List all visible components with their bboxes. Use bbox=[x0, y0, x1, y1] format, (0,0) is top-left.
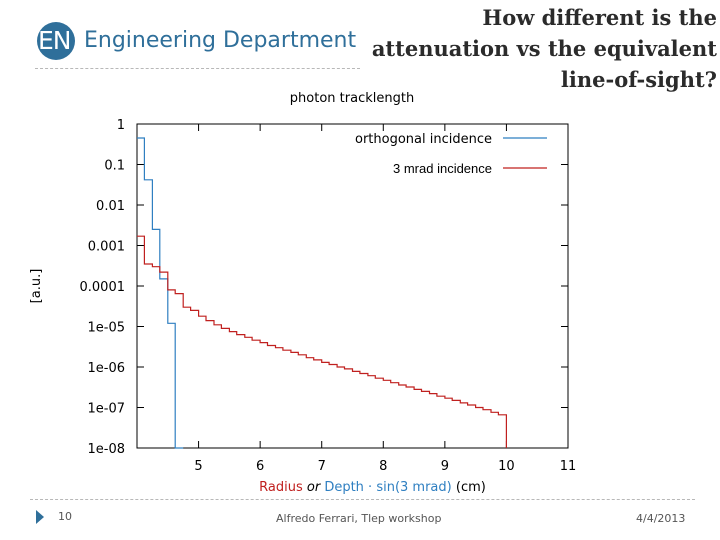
page-number: 10 bbox=[58, 510, 72, 523]
footer-divider bbox=[30, 499, 695, 500]
logo-letters: EN bbox=[38, 26, 71, 55]
x-tick-label: 9 bbox=[440, 459, 449, 474]
y-tick-label: 0.0001 bbox=[79, 280, 125, 295]
x-caption-radius: Radius bbox=[259, 480, 303, 495]
chart-area bbox=[0, 80, 720, 480]
y-tick-label: 1e-06 bbox=[87, 361, 125, 376]
header-divider bbox=[35, 68, 360, 69]
department-name: Engineering Department bbox=[84, 28, 357, 53]
y-tick-label: 0.1 bbox=[104, 158, 125, 174]
x-tick-label: 10 bbox=[498, 459, 515, 474]
legend-label-2: 3 mrad incidence bbox=[393, 161, 492, 176]
y-tick-label: 1e-07 bbox=[87, 401, 125, 417]
x-caption-unit: (cm) bbox=[455, 480, 486, 495]
y-tick-label: 1e-05 bbox=[87, 320, 125, 336]
triangle-bullet-icon bbox=[36, 510, 44, 524]
x-tick-label: 11 bbox=[559, 459, 577, 474]
slide-title-line-2: attenuation vs the equivalent bbox=[371, 36, 717, 61]
slide-title-line-1: How different is the bbox=[482, 5, 717, 30]
y-axis-label: [a.u.] bbox=[29, 268, 44, 304]
x-tick-label: 6 bbox=[256, 459, 265, 474]
y-tick-label: 1 bbox=[116, 118, 125, 133]
x-caption-or: or bbox=[306, 480, 321, 495]
plot-frame bbox=[137, 124, 568, 448]
x-axis-caption bbox=[0, 480, 720, 495]
footer-date: 4/4/2013 bbox=[636, 512, 686, 525]
chart-title: photon tracklength bbox=[289, 91, 415, 106]
y-tick-label: 0.01 bbox=[96, 199, 125, 214]
x-tick-label: 8 bbox=[379, 459, 388, 474]
photon-tracklength-chart bbox=[0, 80, 720, 480]
x-caption-depth: Depth · sin(3 mrad) bbox=[324, 480, 452, 495]
y-tick-label: 0.001 bbox=[87, 239, 125, 255]
legend-label-1: orthogonal incidence bbox=[355, 132, 492, 147]
slide-title-line-3: line-of-sight? bbox=[560, 67, 717, 92]
x-tick-label: 7 bbox=[317, 459, 326, 474]
series-line-2 bbox=[137, 236, 506, 448]
x-tick-label: 5 bbox=[194, 459, 203, 474]
y-tick-label: 1e-08 bbox=[87, 442, 125, 457]
footer-author: Alfredo Ferrari, Tlep workshop bbox=[276, 512, 442, 525]
